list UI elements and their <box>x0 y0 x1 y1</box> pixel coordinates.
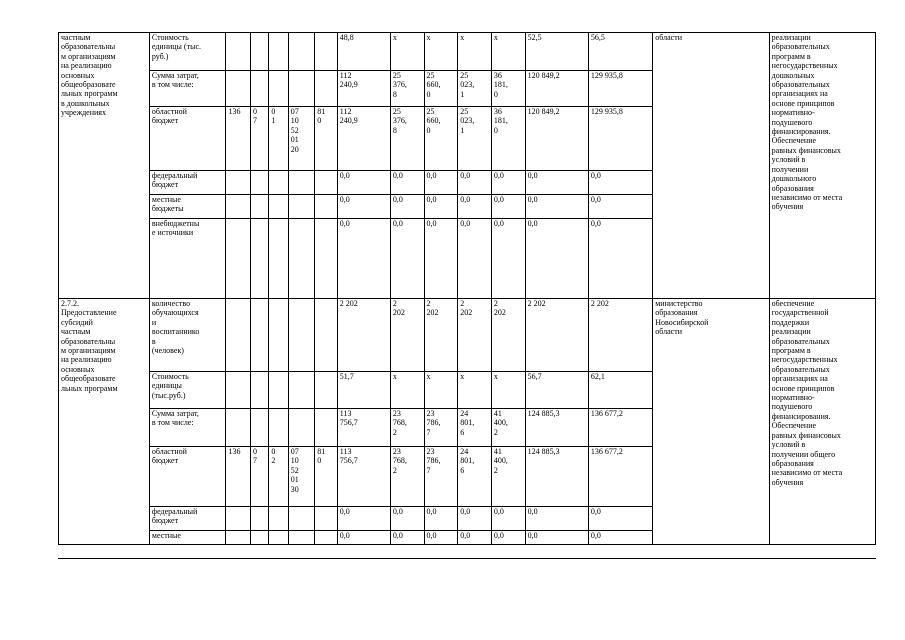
value-cell-y2: 25 660, 0 <box>424 107 458 171</box>
value-cell-y5: 0,0 <box>525 219 588 299</box>
value-cell-pr <box>269 71 288 107</box>
budget-table <box>58 32 876 545</box>
value-cell-y4: 36 181, 0 <box>491 107 525 171</box>
value-cell-y3: 0,0 <box>458 219 492 299</box>
value-cell-grbs <box>226 507 251 531</box>
value-cell-vr <box>315 219 337 299</box>
value-cell-grbs: 136 <box>226 107 251 171</box>
value-cell-y3: 0,0 <box>458 195 492 219</box>
value-cell-y3: 24 801, 6 <box>458 409 492 447</box>
value-cell-y4: 0,0 <box>491 507 525 531</box>
value-cell-pr <box>269 195 288 219</box>
value-cell-csr: 07 10 52 01 30 <box>288 447 315 507</box>
value-cell-y2: 0,0 <box>424 531 458 545</box>
table-row <box>59 299 876 372</box>
value-cell-y1: 25 376, 8 <box>390 107 424 171</box>
value-cell-y5: 56,7 <box>525 372 588 409</box>
value-cell-y6: 129 935,8 <box>588 71 652 107</box>
value-cell-grbs <box>226 372 251 409</box>
value-cell-y6: 0,0 <box>588 507 652 531</box>
value-cell-rz: 0 7 <box>250 107 268 171</box>
value-cell-rz <box>250 195 268 219</box>
value-cell-grbs <box>226 299 251 372</box>
indicator-label-cell: количество обучающихся и воспитаннико в (человек) <box>149 299 226 372</box>
indicator-label-cell: федеральный бюджет <box>149 507 226 531</box>
value-cell-y1: 0,0 <box>390 531 424 545</box>
expected-result-cell: реализации образовательных программ в негосударственных дошкольных образовательных организациях на основе принципов нормативно- подушевого финансирования. Обеспечение равных финансовых условий в получении дошкольного образования независимо от места обучения <box>769 33 875 299</box>
value-cell-grbs <box>226 531 251 545</box>
table-body <box>59 33 876 545</box>
value-cell-vr <box>315 171 337 195</box>
responsible-executor-cell: министерство образования Новосибирской области <box>653 299 769 545</box>
value-cell-pr <box>269 171 288 195</box>
value-cell-csr <box>288 507 315 531</box>
indicator-label-cell: федеральный бюджет <box>149 171 226 195</box>
value-cell-rz <box>250 531 268 545</box>
value-cell-vr <box>315 299 337 372</box>
value-cell-y6: 62,1 <box>588 372 652 409</box>
value-cell-vr <box>315 409 337 447</box>
value-cell-y2: х <box>424 372 458 409</box>
page-bottom-rule <box>58 558 876 559</box>
value-cell-y4: 41 400, 2 <box>491 447 525 507</box>
value-cell-csr <box>288 219 315 299</box>
value-cell-y1: х <box>390 372 424 409</box>
value-cell-y2: 0,0 <box>424 507 458 531</box>
value-cell-y1: 23 768, 2 <box>390 447 424 507</box>
value-cell-vr <box>315 507 337 531</box>
value-cell-y5: 0,0 <box>525 171 588 195</box>
value-cell-csr <box>288 372 315 409</box>
value-cell-csr <box>288 171 315 195</box>
value-cell-y6: 0,0 <box>588 219 652 299</box>
value-cell-csr <box>288 299 315 372</box>
value-cell-grbs: 136 <box>226 447 251 507</box>
value-cell-total: 112 240,9 <box>337 107 390 171</box>
value-cell-y6: 2 202 <box>588 299 652 372</box>
value-cell-total: 48,8 <box>337 33 390 71</box>
value-cell-rz <box>250 507 268 531</box>
value-cell-rz <box>250 171 268 195</box>
value-cell-grbs <box>226 195 251 219</box>
value-cell-y2: 2 202 <box>424 299 458 372</box>
value-cell-y4: 0,0 <box>491 219 525 299</box>
value-cell-y4: 36 181, 0 <box>491 71 525 107</box>
value-cell-y6: 0,0 <box>588 195 652 219</box>
indicator-label-cell: местные бюджеты <box>149 195 226 219</box>
value-cell-y4: 41 400, 2 <box>491 409 525 447</box>
indicator-label-cell: местные <box>149 531 226 545</box>
indicator-label-cell: областной бюджет <box>149 107 226 171</box>
value-cell-y5: 124 885,3 <box>525 409 588 447</box>
value-cell-grbs <box>226 33 251 71</box>
value-cell-y2: 0,0 <box>424 195 458 219</box>
value-cell-y5: 0,0 <box>525 195 588 219</box>
value-cell-pr <box>269 33 288 71</box>
value-cell-vr: 81 0 <box>315 107 337 171</box>
value-cell-y1: 23 768, 2 <box>390 409 424 447</box>
value-cell-y5: 120 849,2 <box>525 71 588 107</box>
indicator-label-cell: Стоимость единицы (тыс. руб.) <box>149 33 226 71</box>
value-cell-y2: 25 660, 0 <box>424 71 458 107</box>
value-cell-grbs <box>226 71 251 107</box>
value-cell-y3: 2 202 <box>458 299 492 372</box>
value-cell-y5: 0,0 <box>525 531 588 545</box>
value-cell-vr <box>315 372 337 409</box>
value-cell-total: 0,0 <box>337 195 390 219</box>
value-cell-rz <box>250 409 268 447</box>
value-cell-y3: х <box>458 372 492 409</box>
value-cell-y2: 0,0 <box>424 171 458 195</box>
value-cell-csr <box>288 531 315 545</box>
indicator-label-cell: областной бюджет <box>149 447 226 507</box>
value-cell-y3: 0,0 <box>458 507 492 531</box>
value-cell-pr <box>269 531 288 545</box>
value-cell-y2: х <box>424 33 458 71</box>
value-cell-y3: 25 023, 1 <box>458 107 492 171</box>
value-cell-y3: 0,0 <box>458 531 492 545</box>
value-cell-y2: 23 786, 7 <box>424 447 458 507</box>
value-cell-y4: х <box>491 33 525 71</box>
expected-result-cell: обеспечение государственной поддержки реализации образовательных программ в негосударственных образовательных организациях на основе принципов нормативно- подушевого финансирования. Обеспечение равных финансовых условий в получении общего образования независимо от места обучения <box>769 299 875 545</box>
value-cell-pr <box>269 219 288 299</box>
value-cell-y1: х <box>390 33 424 71</box>
value-cell-y4: х <box>491 372 525 409</box>
value-cell-y4: 0,0 <box>491 531 525 545</box>
value-cell-y6: 0,0 <box>588 171 652 195</box>
value-cell-y5: 120 849,2 <box>525 107 588 171</box>
value-cell-y3: 25 023, 1 <box>458 71 492 107</box>
value-cell-total: 0,0 <box>337 507 390 531</box>
value-cell-vr <box>315 33 337 71</box>
value-cell-total: 112 240,9 <box>337 71 390 107</box>
value-cell-vr <box>315 71 337 107</box>
value-cell-vr <box>315 531 337 545</box>
value-cell-total: 0,0 <box>337 171 390 195</box>
value-cell-total: 0,0 <box>337 219 390 299</box>
value-cell-y5: 0,0 <box>525 507 588 531</box>
value-cell-y6: 136 677,2 <box>588 409 652 447</box>
value-cell-csr <box>288 33 315 71</box>
indicator-label-cell: Сумма затрат, в том числе: <box>149 71 226 107</box>
indicator-label-cell: Стоимость единицы (тыс.руб.) <box>149 372 226 409</box>
value-cell-rz: 0 7 <box>250 447 268 507</box>
value-cell-y4: 0,0 <box>491 195 525 219</box>
value-cell-grbs <box>226 409 251 447</box>
value-cell-pr: 0 1 <box>269 107 288 171</box>
value-cell-csr <box>288 195 315 219</box>
value-cell-pr: 0 2 <box>269 447 288 507</box>
value-cell-y6: 129 935,8 <box>588 107 652 171</box>
value-cell-y1: 0,0 <box>390 219 424 299</box>
value-cell-csr: 07 10 52 01 20 <box>288 107 315 171</box>
value-cell-y3: х <box>458 33 492 71</box>
indicator-label-cell: внебюджетны е источники <box>149 219 226 299</box>
value-cell-y6: 136 677,2 <box>588 447 652 507</box>
value-cell-y4: 2 202 <box>491 299 525 372</box>
value-cell-pr <box>269 372 288 409</box>
value-cell-y2: 0,0 <box>424 219 458 299</box>
value-cell-csr <box>288 71 315 107</box>
value-cell-rz <box>250 219 268 299</box>
value-cell-y6: 0,0 <box>588 531 652 545</box>
value-cell-y5: 52,5 <box>525 33 588 71</box>
value-cell-y2: 23 786, 7 <box>424 409 458 447</box>
value-cell-y6: 56,5 <box>588 33 652 71</box>
value-cell-total: 2 202 <box>337 299 390 372</box>
value-cell-total: 0,0 <box>337 531 390 545</box>
value-cell-rz <box>250 299 268 372</box>
measure-name-cell: 2.7.2. Предоставление субсидий частным образовательны м организациям на реализацию основных общеобразовате льных программ <box>59 299 150 545</box>
value-cell-y3: 24 801, 6 <box>458 447 492 507</box>
value-cell-rz <box>250 33 268 71</box>
value-cell-y5: 124 885,3 <box>525 447 588 507</box>
value-cell-vr: 81 0 <box>315 447 337 507</box>
value-cell-total: 113 756,7 <box>337 409 390 447</box>
value-cell-grbs <box>226 171 251 195</box>
value-cell-total: 113 756,7 <box>337 447 390 507</box>
value-cell-y1: 2 202 <box>390 299 424 372</box>
value-cell-total: 51,7 <box>337 372 390 409</box>
value-cell-y5: 2 202 <box>525 299 588 372</box>
value-cell-pr <box>269 299 288 372</box>
value-cell-csr <box>288 409 315 447</box>
value-cell-y1: 0,0 <box>390 507 424 531</box>
value-cell-pr <box>269 409 288 447</box>
value-cell-y3: 0,0 <box>458 171 492 195</box>
value-cell-vr <box>315 195 337 219</box>
value-cell-y1: 25 376, 8 <box>390 71 424 107</box>
indicator-label-cell: Сумма затрат, в том числе: <box>149 409 226 447</box>
value-cell-y4: 0,0 <box>491 171 525 195</box>
responsible-executor-cell: области <box>653 33 769 299</box>
value-cell-pr <box>269 507 288 531</box>
value-cell-rz <box>250 372 268 409</box>
value-cell-y1: 0,0 <box>390 171 424 195</box>
table-row <box>59 33 876 71</box>
measure-name-cell: частным образовательны м организациям на реализацию основных общеобразовате льных программ в дошкольных учреждениях <box>59 33 150 299</box>
value-cell-y1: 0,0 <box>390 195 424 219</box>
value-cell-grbs <box>226 219 251 299</box>
value-cell-rz <box>250 71 268 107</box>
